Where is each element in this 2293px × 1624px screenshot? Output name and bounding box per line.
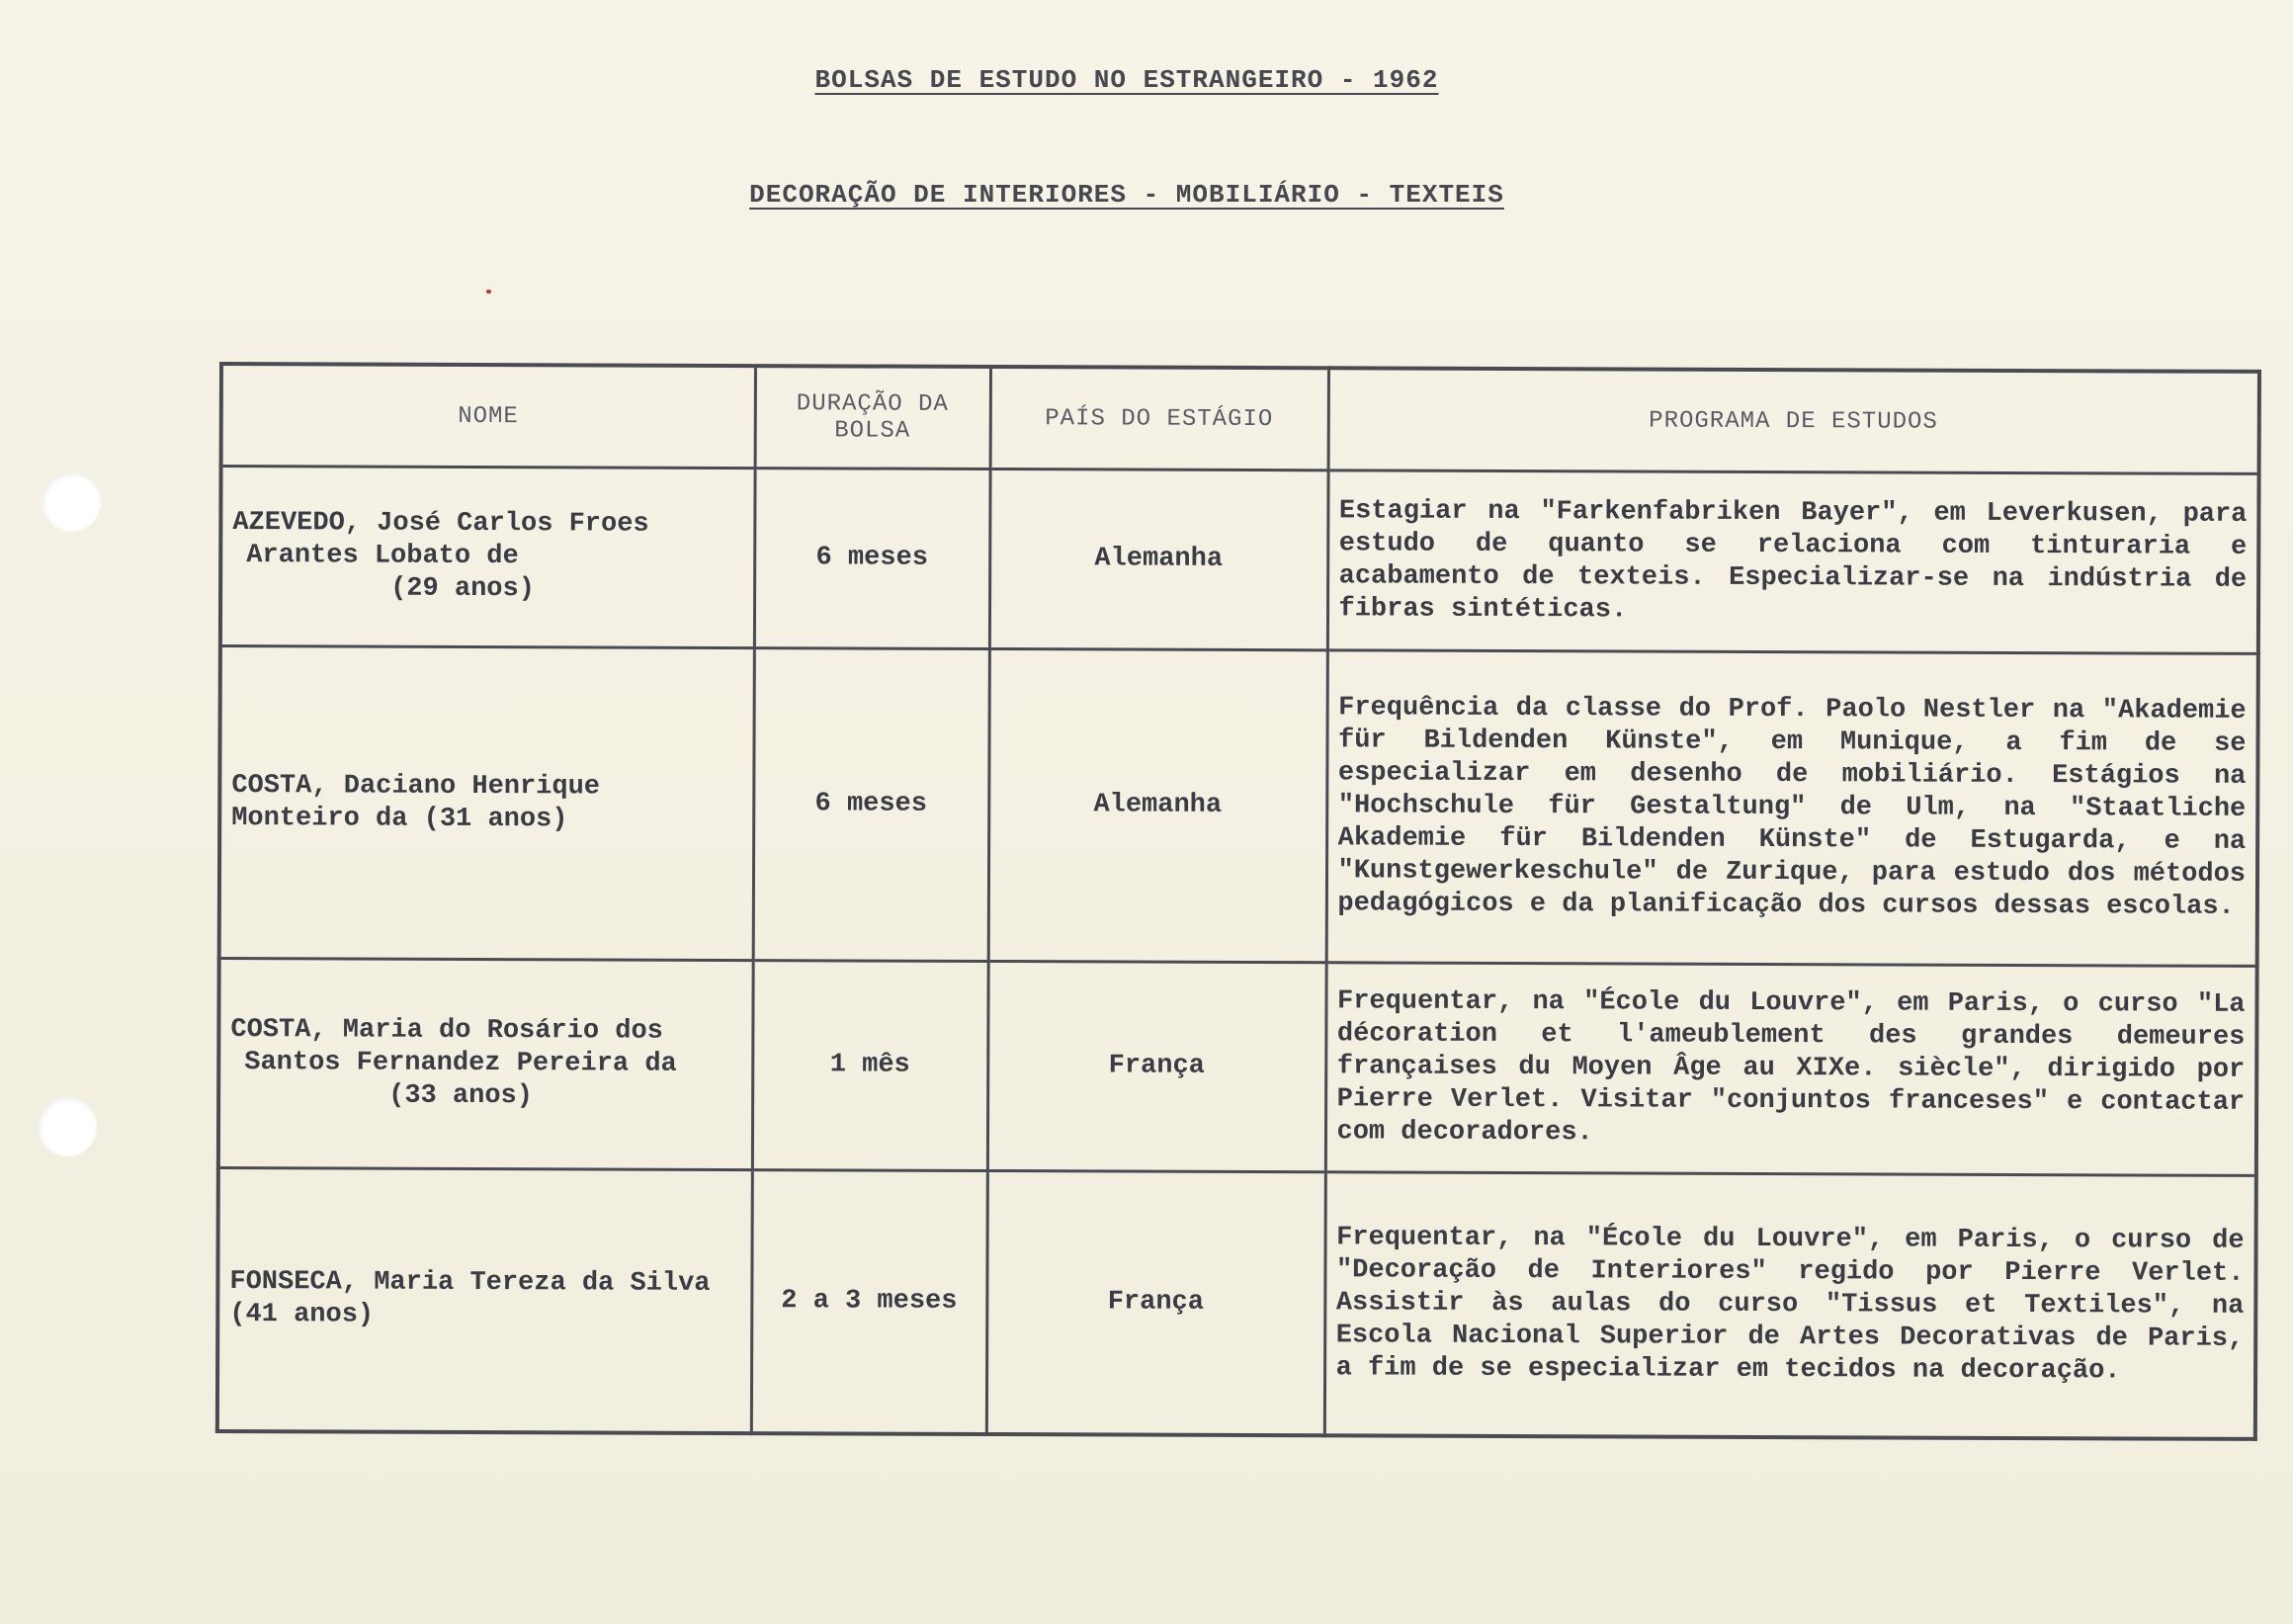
table-row [218, 959, 2257, 1176]
cell-program: Frequência da classe do Prof. Paolo Nestler na "Akademie für Bildenden Künste", em Munique, a fim de se especializar em desenho de mobiliário. Estágios na "Hochschule für Gestaltung" de Ulm, na "Staatliche Akademie für Bildenden Künste" de Estugarda, e na "Kunstgewerkeschule" de Zurique, para estudo dos métodos pedagógicos e da planificação dos cursos dessas escolas. [1326, 650, 2258, 967]
table-row [219, 646, 2258, 967]
header-name: NOME [221, 364, 755, 469]
cell-country: Alemanha [988, 648, 1327, 962]
cell-country: Alemanha [989, 469, 1328, 649]
table-header-row [221, 364, 2259, 473]
cell-country: França [987, 961, 1326, 1171]
red-ink-mark [486, 290, 491, 294]
cell-name [219, 646, 754, 961]
age-text: (29 anos) [390, 573, 536, 605]
cell-duration: 2 a 3 meses [751, 1170, 987, 1434]
table-row [217, 1168, 2256, 1439]
name-text-continued: Arantes Lobato de [246, 541, 519, 572]
age-text: (33 anos) [388, 1080, 534, 1112]
age-text: (31 anos) [423, 804, 568, 834]
header-country: PAÍS DO ESTÁGIO [990, 367, 1328, 470]
name-text-continued: Santos Fernandez Pereira da [244, 1048, 677, 1079]
header-duration: DURAÇÃO DA BOLSA [755, 366, 990, 469]
cell-program: Frequentar, na "École du Louvre", em Paris, o curso de "Decoração de Interiores" regido por Pierre Verlet. Assistir às aulas do curso "Tissus et Textiles", na Escola Nacional Superior de Artes Decorativas de Paris, a fim de se especializar em tecidos na decoração. [1324, 1172, 2256, 1439]
punch-hole-top [42, 472, 101, 532]
age-text: (41 anos) [229, 1300, 375, 1330]
document-title: BOLSAS DE ESTUDO NO ESTRANGEIRO - 1962 [814, 65, 1439, 95]
cell-name [220, 467, 755, 648]
punch-hole-bottom [38, 1097, 97, 1156]
document-subtitle: DECORAÇÃO DE INTERIORES - MOBILIÁRIO - TEXTEIS [749, 180, 1504, 210]
cell-duration: 6 meses [754, 469, 990, 649]
name-text: FONSECA, Maria Tereza da Silva [229, 1267, 711, 1300]
header-program: PROGRAMA DE ESTUDOS [1328, 368, 2259, 473]
cell-duration: 1 mês [752, 961, 988, 1171]
cell-name [217, 1168, 752, 1433]
name-text: COSTA, Maria do Rosário dos [230, 1015, 663, 1047]
name-text: COSTA, Daciano Henrique Monteiro da [231, 770, 601, 834]
cell-country: França [986, 1170, 1325, 1434]
name-text: AZEVEDO, José Carlos Froes [232, 508, 649, 540]
table-row [220, 467, 2259, 654]
cell-duration: 6 meses [753, 648, 989, 962]
scholarship-table [215, 362, 2261, 1440]
cell-program: Estagiar na "Farkenfabriken Bayer", em Leverkusen, para estudo de quanto se relaciona com tinturaria e acabamento de texteis. Especializar-se na indústria de fibras sintéticas. [1327, 470, 2259, 654]
cell-program: Frequentar, na "École du Louvre", em Paris, o curso "La décoration et l'ameublement des grandes demeures françaises du Moyen Âge au XIXe. siècle", dirigido por Pierre Verlet. Visitar "conjuntos franceses" e contactar com decoradores. [1325, 963, 2257, 1176]
cell-name [218, 959, 753, 1170]
